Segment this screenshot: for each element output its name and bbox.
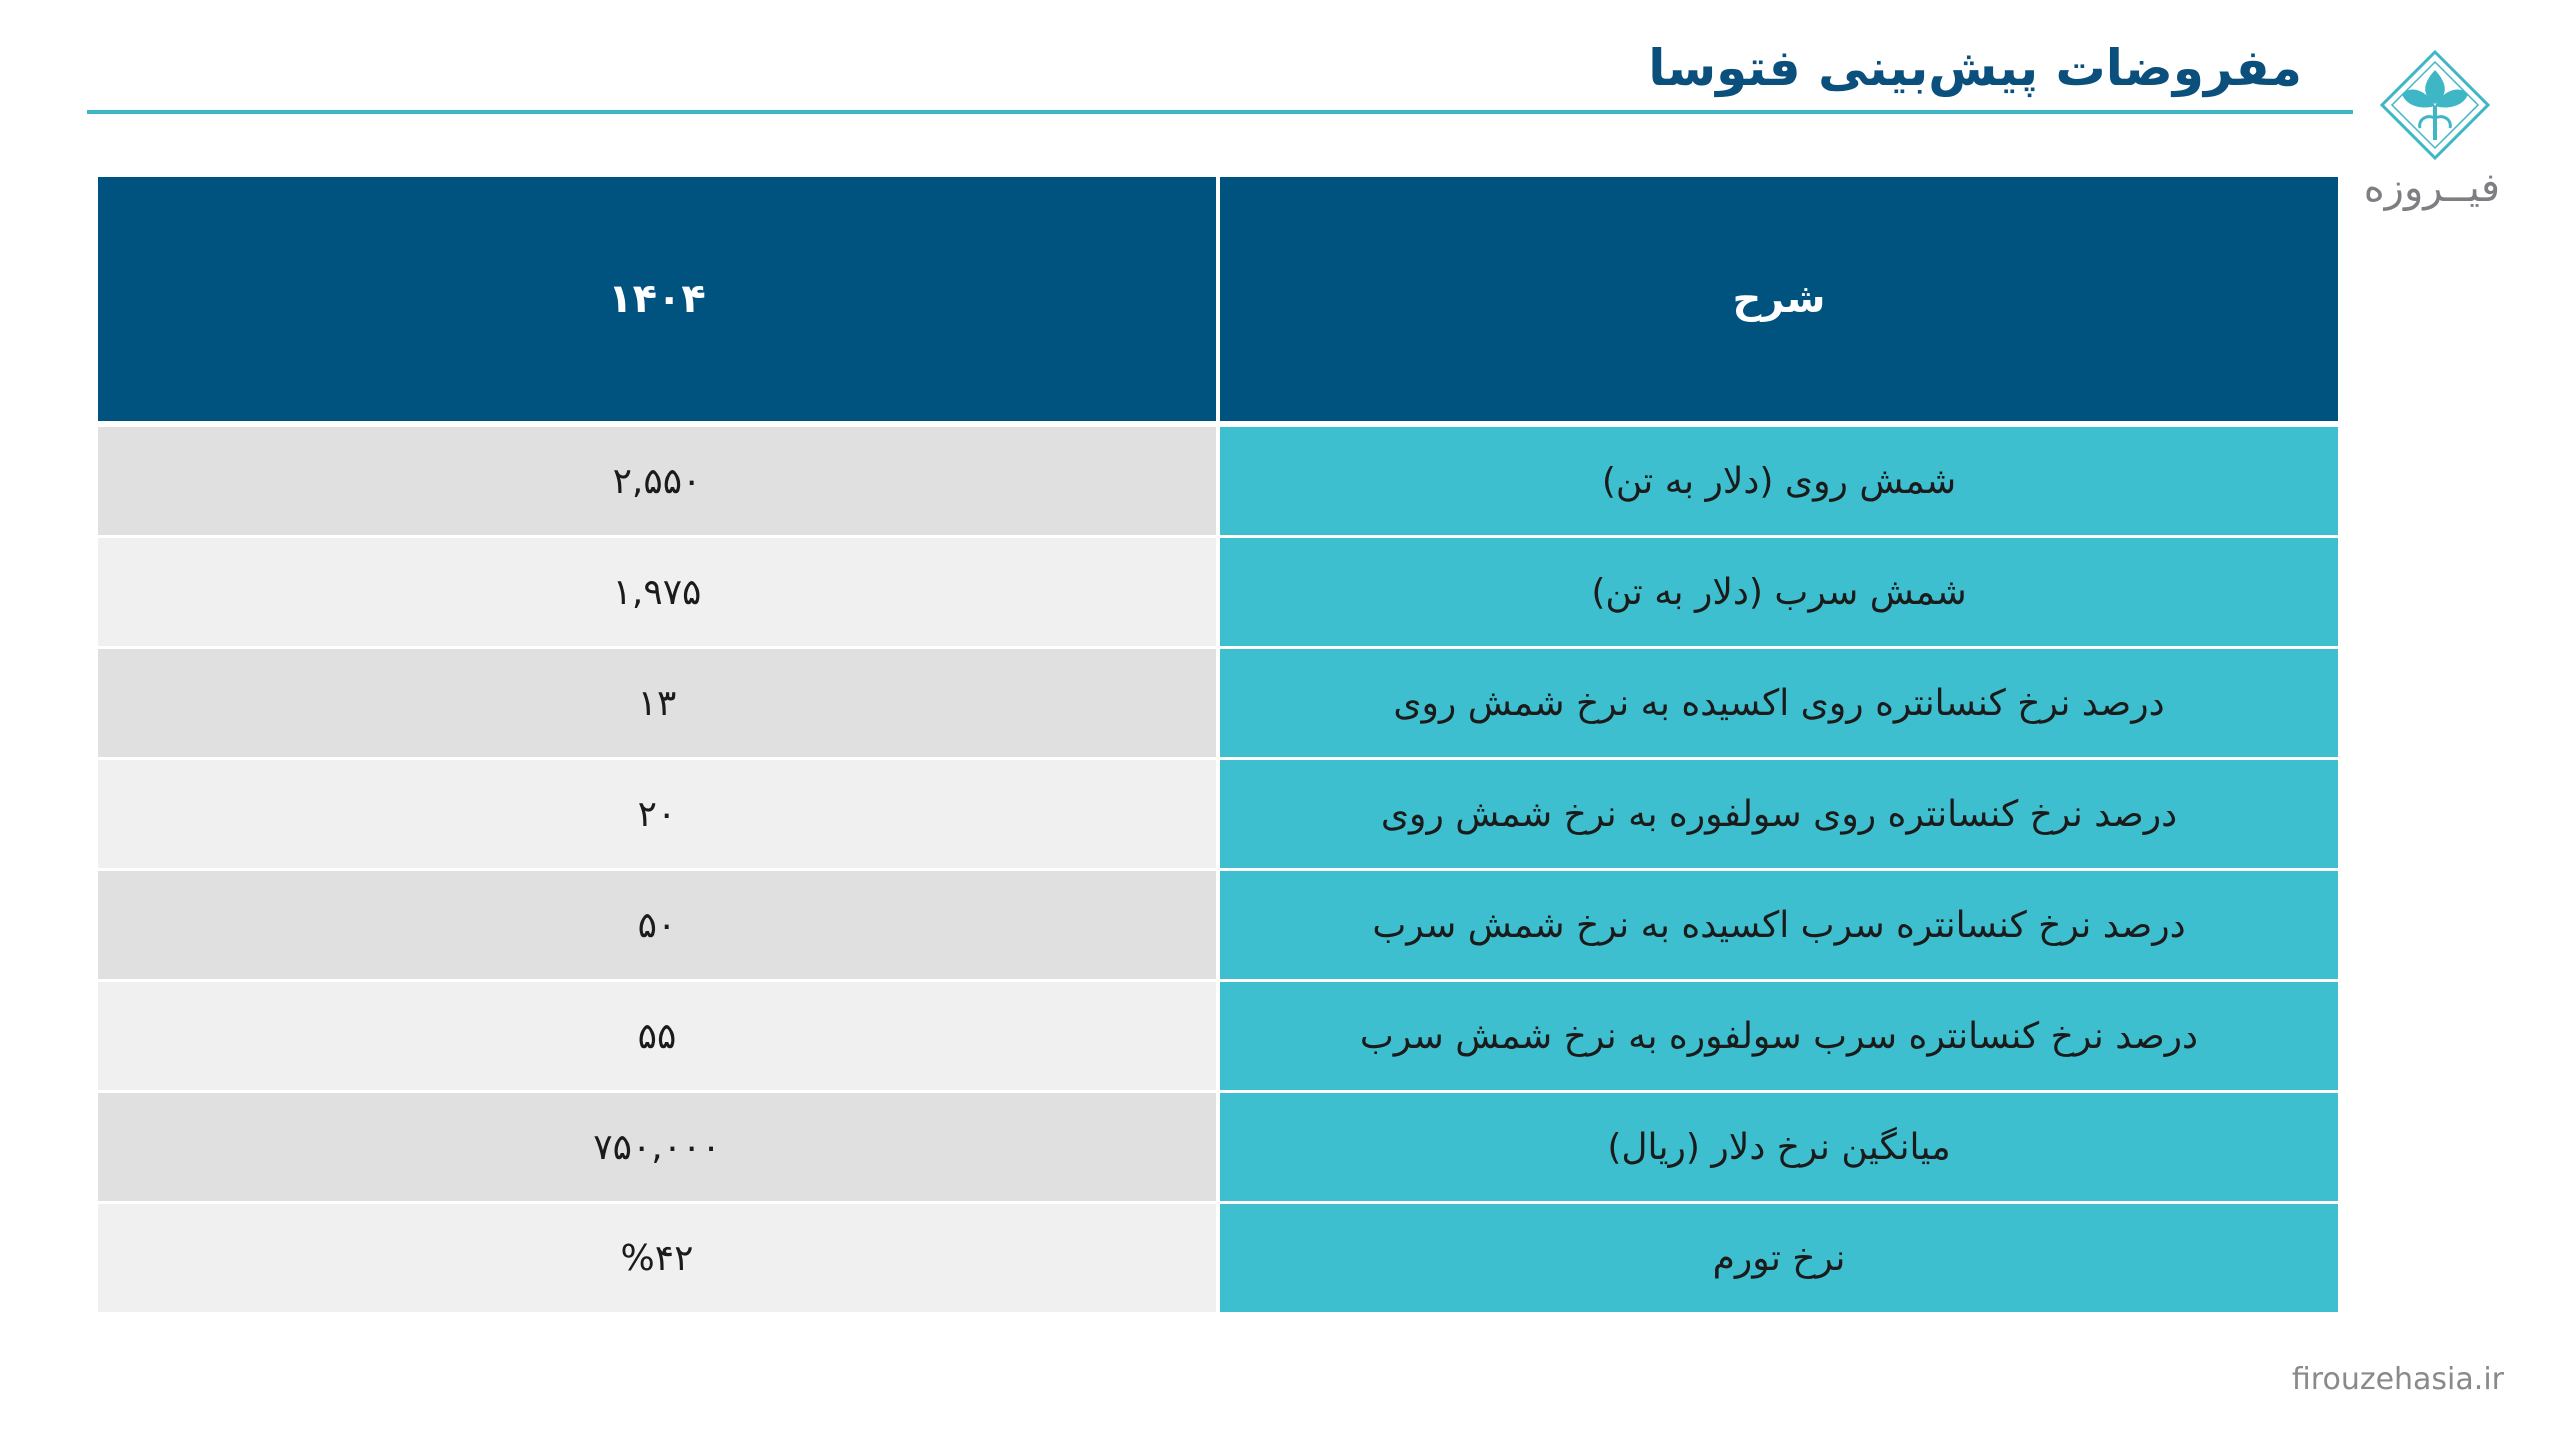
row-value: ۷۵۰,۰۰۰ [98, 1092, 1218, 1203]
row-description: شمش روی (دلار به تن) [1218, 424, 2338, 537]
row-description: درصد نرخ کنسانتره روی سولفوره به نرخ شمش روی [1218, 759, 2338, 870]
column-header-year: ۱۴۰۴ [98, 177, 1218, 424]
brand-logo-text: فیــروزه [2363, 165, 2500, 211]
table-row [98, 1092, 2338, 1203]
column-header-description: شرح [1218, 177, 2338, 424]
row-value: ۲,۵۵۰ [98, 424, 1218, 537]
row-description: درصد نرخ کنسانتره سرب سولفوره به نرخ شمش سرب [1218, 981, 2338, 1092]
table-row [98, 537, 2338, 648]
row-value: ۵۰ [98, 870, 1218, 981]
table-header-row [98, 177, 2338, 424]
row-value: ۱۳ [98, 648, 1218, 759]
row-description: درصد نرخ کنسانتره سرب اکسیده به نرخ شمش سرب [1218, 870, 2338, 981]
firouzeh-logo-icon [2378, 48, 2492, 162]
row-description: شمش سرب (دلار به تن) [1218, 537, 2338, 648]
table-row [98, 981, 2338, 1092]
row-value: ۱,۹۷۵ [98, 537, 1218, 648]
row-value: %۴۲ [98, 1203, 1218, 1313]
row-description: میانگین نرخ دلار (ریال) [1218, 1092, 2338, 1203]
table-row [98, 1203, 2338, 1313]
table-row [98, 870, 2338, 981]
footer-website: firouzehasia.ir [2291, 1362, 2504, 1397]
brand-logo [2363, 48, 2500, 218]
forecast-assumptions-table [98, 177, 2338, 1312]
table-row [98, 424, 2338, 537]
row-value: ۲۰ [98, 759, 1218, 870]
row-description: درصد نرخ کنسانتره روی اکسیده به نرخ شمش روی [1218, 648, 2338, 759]
page-title: مفروضات پیش‌بینی فتوسا [1648, 39, 2302, 97]
title-divider [87, 110, 2353, 114]
row-value: ۵۵ [98, 981, 1218, 1092]
table-row [98, 648, 2338, 759]
table-row [98, 759, 2338, 870]
row-description: نرخ تورم [1218, 1203, 2338, 1313]
